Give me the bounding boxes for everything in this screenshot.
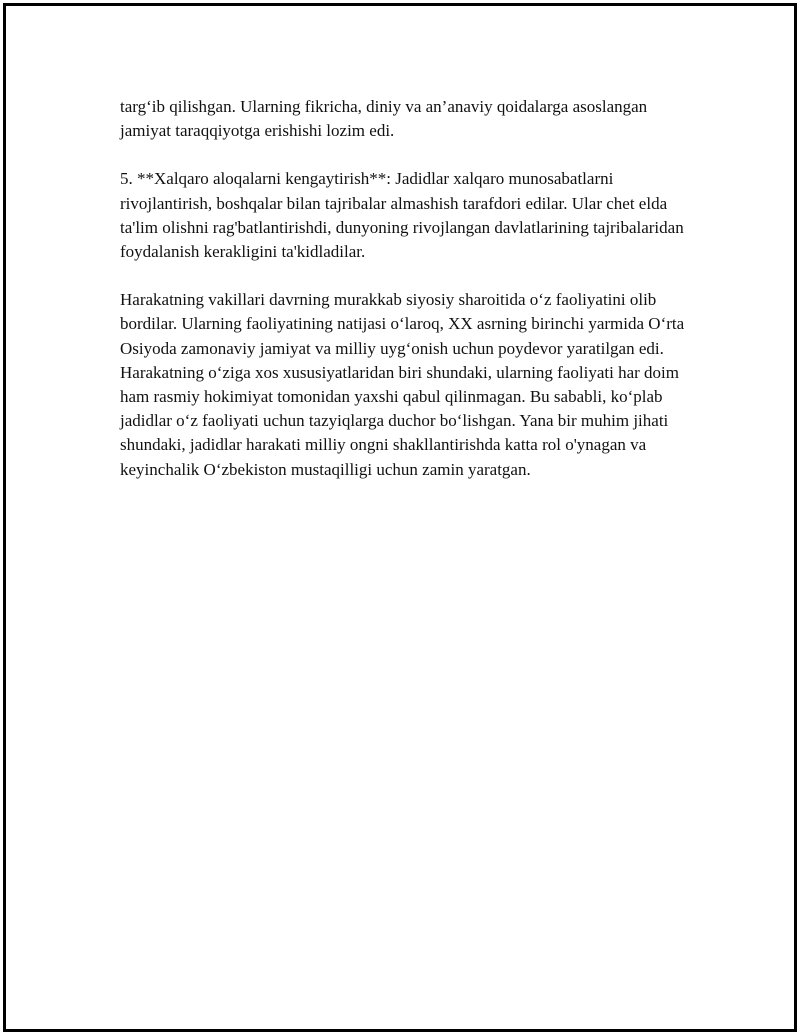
- document-page: [3, 3, 797, 1032]
- paragraph-movement-activity: Harakatning vakillari davrning murakkab siyosiy sharoitida o‘z faoliyatini olib bordilar. Ularning faoliyatining natijasi o‘laroq, XX asrning birinchi yarmida O‘rta Osiyoda zamonaviy jamiyat va milliy uyg‘onish uchun poydevor yaratilgan edi. Harakatning o‘ziga xos xususiyatlaridan biri shundaki, ularning faoliyati har doim ham rasmiy hokimiyat tomonidan yaxshi qabul qilinmagan. Bu sababli, ko‘plab jadidlar o‘z faoliyati uchun tazyiqlarga duchor bo‘lishgan. Yana bir muhim jihati shundaki, jadidlar harakati milliy ongni shakllantirishda katta rol o'ynagan va keyinchalik O‘zbekiston mustaqilligi uchun zamin yaratgan.: [120, 290, 685, 479]
- document-body: [120, 95, 700, 482]
- paragraph-international-relations: 5. **Xalqaro aloqalarni kengaytirish**: Jadidlar xalqaro munosabatlarni rivojlantirish, boshqalar bilan tajribalar almashish tarafdori edilar. Ular chet elda ta'lim olishni rag'batlantirishdi, dunyoning rivojlangan davlatlarining tajribalaridan foydalanish kerakligini ta'kidladilar.: [120, 169, 684, 262]
- paragraph-continuation: targ‘ib qilishgan. Ularning fikricha, diniy va an’anaviy qoidalarga asoslangan jamiyat taraqqiyotga erishishi lozim edi.: [120, 97, 648, 141]
